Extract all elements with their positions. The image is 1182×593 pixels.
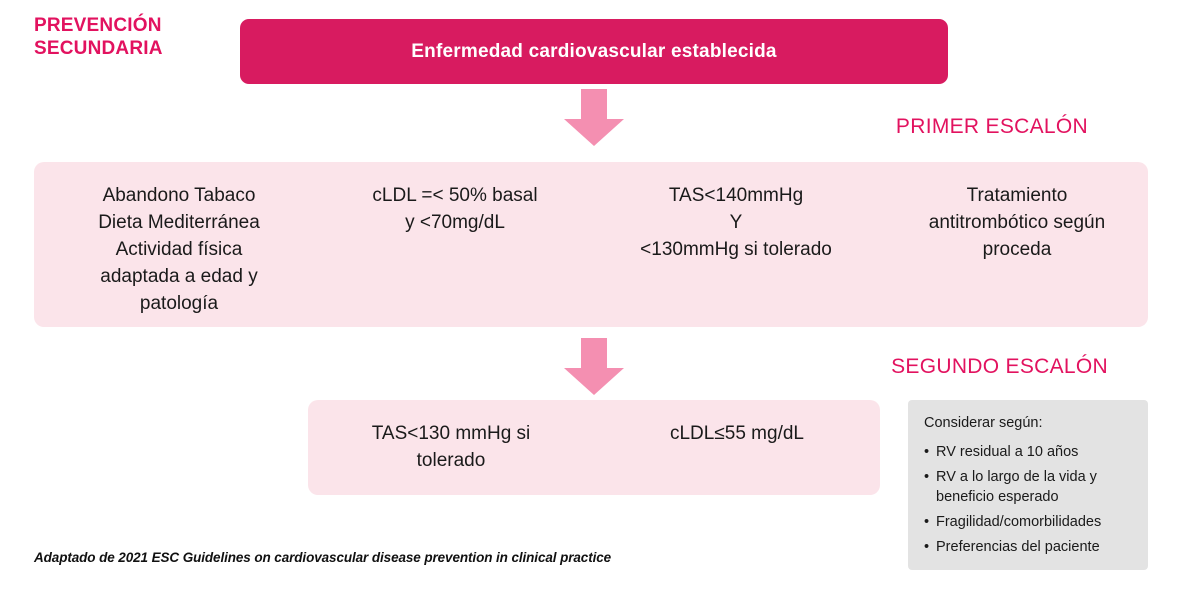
ldl-line-1: cLDL =< 50% basal: [372, 185, 538, 206]
bp-line-1: TAS<140mmHg: [668, 185, 804, 206]
lifestyle-line-2: Dieta Mediterránea: [98, 211, 260, 233]
list-item: • RV a lo largo de la vida y beneficio esperado: [924, 467, 1132, 507]
lifestyle-line-5: patología: [139, 292, 219, 314]
first-step-cell-blood-pressure: [586, 162, 886, 264]
second-bp-line-2: tolerado: [416, 449, 486, 471]
second-ldl-line-1: cLDL≤55 mg/dL: [669, 423, 804, 444]
second-bp-line-1: TAS<130 mmHg si: [371, 423, 531, 444]
page-title-line-2: SECUNDARIA: [34, 38, 163, 60]
page-title: [34, 14, 224, 60]
antithrombotic-line-1: Tratamiento: [966, 185, 1068, 206]
list-item: • RV residual a 10 años: [924, 442, 1132, 462]
considerations-heading: Considerar según:: [924, 415, 1043, 431]
lifestyle-line-4: adaptada a edad y: [100, 265, 258, 287]
lifestyle-line-1: Abandono Tabaco: [102, 185, 256, 206]
down-arrow-icon-2: [562, 338, 626, 396]
second-step-panel: [308, 400, 880, 495]
antithrombotic-line-3: proceda: [982, 238, 1052, 260]
bp-line-2: Y: [729, 211, 743, 233]
page-title-line-1: PREVENCIÓN: [34, 15, 162, 36]
second-step-cell-ldl: [594, 400, 880, 448]
list-item: • Fragilidad/comorbilidades: [924, 512, 1132, 532]
established-cvd-box: [240, 19, 948, 84]
lifestyle-line-3: Actividad física: [115, 238, 243, 260]
considerations-box: [908, 400, 1148, 570]
first-step-cell-lifestyle: [34, 162, 324, 318]
antithrombotic-line-2: antitrombótico según: [928, 211, 1106, 233]
down-arrow-icon-1: [562, 89, 626, 147]
considerations-list: [924, 442, 1132, 557]
source-footnote: Adaptado de 2021 ESC Guidelines on cardiovascular disease prevention in clinical practice: [34, 550, 612, 565]
bp-line-3: <130mmHg si tolerado: [640, 238, 832, 260]
established-cvd-label: Enfermedad cardiovascular establecida: [411, 40, 777, 62]
first-step-cell-ldl: [324, 162, 586, 237]
second-step-cell-blood-pressure: [308, 400, 594, 475]
stage-label-second: SEGUNDO ESCALÓN: [891, 355, 1108, 378]
first-step-panel: [34, 162, 1148, 327]
list-item: • Preferencias del paciente: [924, 537, 1132, 557]
ldl-line-2: y <70mg/dL: [405, 211, 505, 233]
first-step-cell-antithrombotic: [886, 162, 1148, 264]
stage-label-first: PRIMER ESCALÓN: [895, 115, 1088, 138]
